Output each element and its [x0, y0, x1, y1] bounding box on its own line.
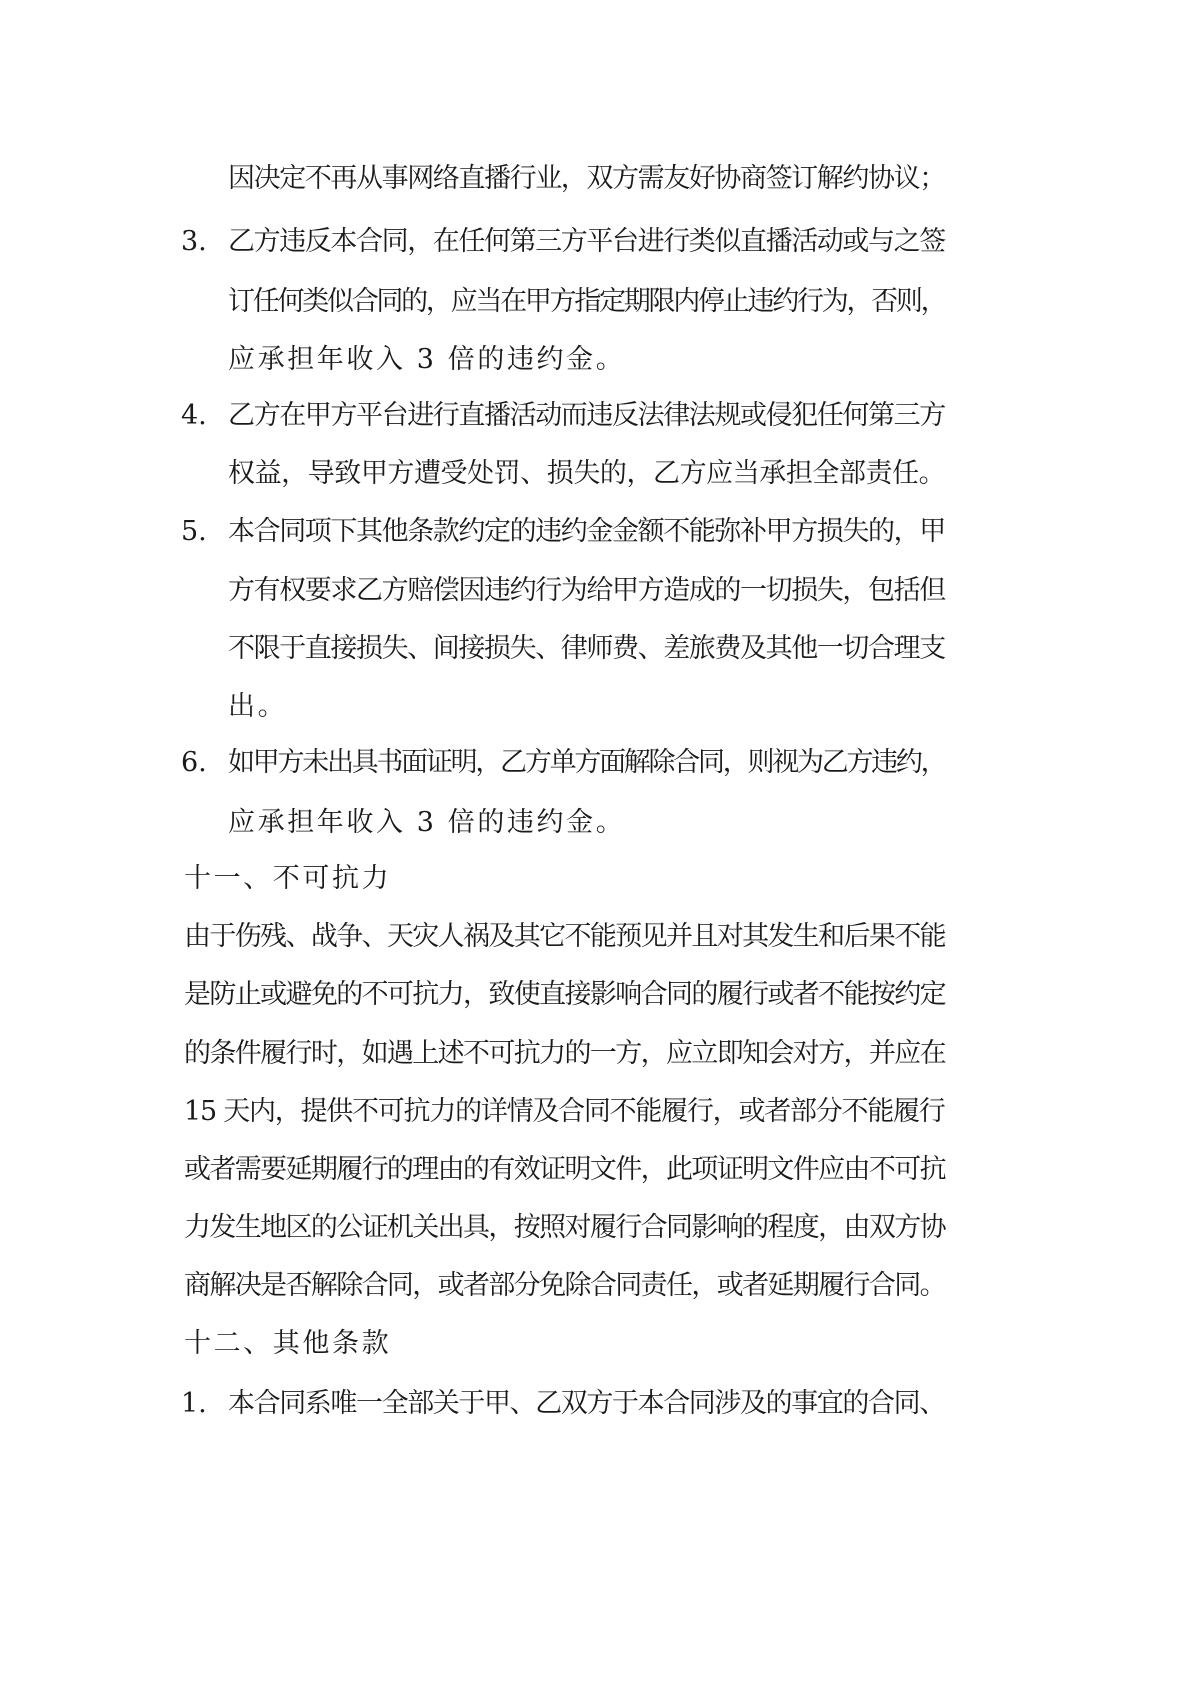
clause-number: 4.: [181, 400, 207, 431]
paragraph-line: 力发生地区的公证机关出具，按照对履行合同影响的程度，由双方协: [184, 1212, 945, 1243]
clause-line: 乙方违反本合同，在任何第三方平台进行类似直播活动或与之签: [228, 226, 945, 257]
clause-number: 1.: [181, 1388, 207, 1419]
paragraph-line: 是防止或避免的不可抗力，致使直接影响合同的履行或者不能按约定: [184, 979, 945, 1010]
clause-line: 不限于直接损失、间接损失、律师费、差旅费及其他一切合理支: [228, 633, 945, 664]
paragraph-line: 由于伤残、战争、天灾人祸及其它不能预见并且对其发生和后果不能: [184, 921, 945, 952]
section-heading: 十一、不可抗力: [184, 863, 392, 894]
clause-line: 方有权要求乙方赔偿因违约行为给甲方造成的一切损失，包括但: [228, 575, 945, 606]
paragraph-line: 的条件履行时，如遇上述不可抗力的一方，应立即知会对方，并应在: [184, 1038, 945, 1069]
clause-line: 乙方在甲方平台进行直播活动而违反法律法规或侵犯任何第三方: [228, 400, 945, 431]
clause-number: 5.: [181, 516, 207, 547]
section-heading: 十二、其他条款: [184, 1328, 392, 1359]
paragraph-line: 15 天内，提供不可抗力的详情及合同不能履行，或者部分不能履行: [184, 1096, 945, 1127]
clause-line: 本合同系唯一全部关于甲、乙双方于本合同涉及的事宜的合同、: [228, 1388, 945, 1419]
clause-line: 权益，导致甲方遭受处罚、损失的，乙方应当承担全部责任。: [228, 458, 946, 489]
paragraph-line: 或者需要延期履行的理由的有效证明文件，此项证明文件应由不可抗: [184, 1154, 945, 1185]
paragraph-line: 商解决是否解除合同，或者部分免除合同责任，或者延期履行合同。: [184, 1270, 945, 1301]
clause-line: 如甲方未出具书面证明，乙方单方面解除合同，则视为乙方违约，: [228, 747, 946, 778]
clause-number: 3.: [181, 226, 207, 257]
clause-number: 6.: [181, 747, 207, 778]
clause-line: 出。: [228, 691, 288, 722]
clause-line: 应承担年收入 3 倍的违约金。: [228, 344, 626, 375]
clause-line: 应承担年收入 3 倍的违约金。: [228, 807, 626, 838]
clause-line: 本合同项下其他条款约定的违约金金额不能弥补甲方损失的，甲: [228, 516, 945, 547]
clause-line: 订任何类似合同的，应当在甲方指定期限内停止违约行为，否则，: [228, 286, 946, 317]
continuation-line: 因决定不再从事网络直播行业，双方需友好协商签订解约协议；: [228, 163, 945, 194]
